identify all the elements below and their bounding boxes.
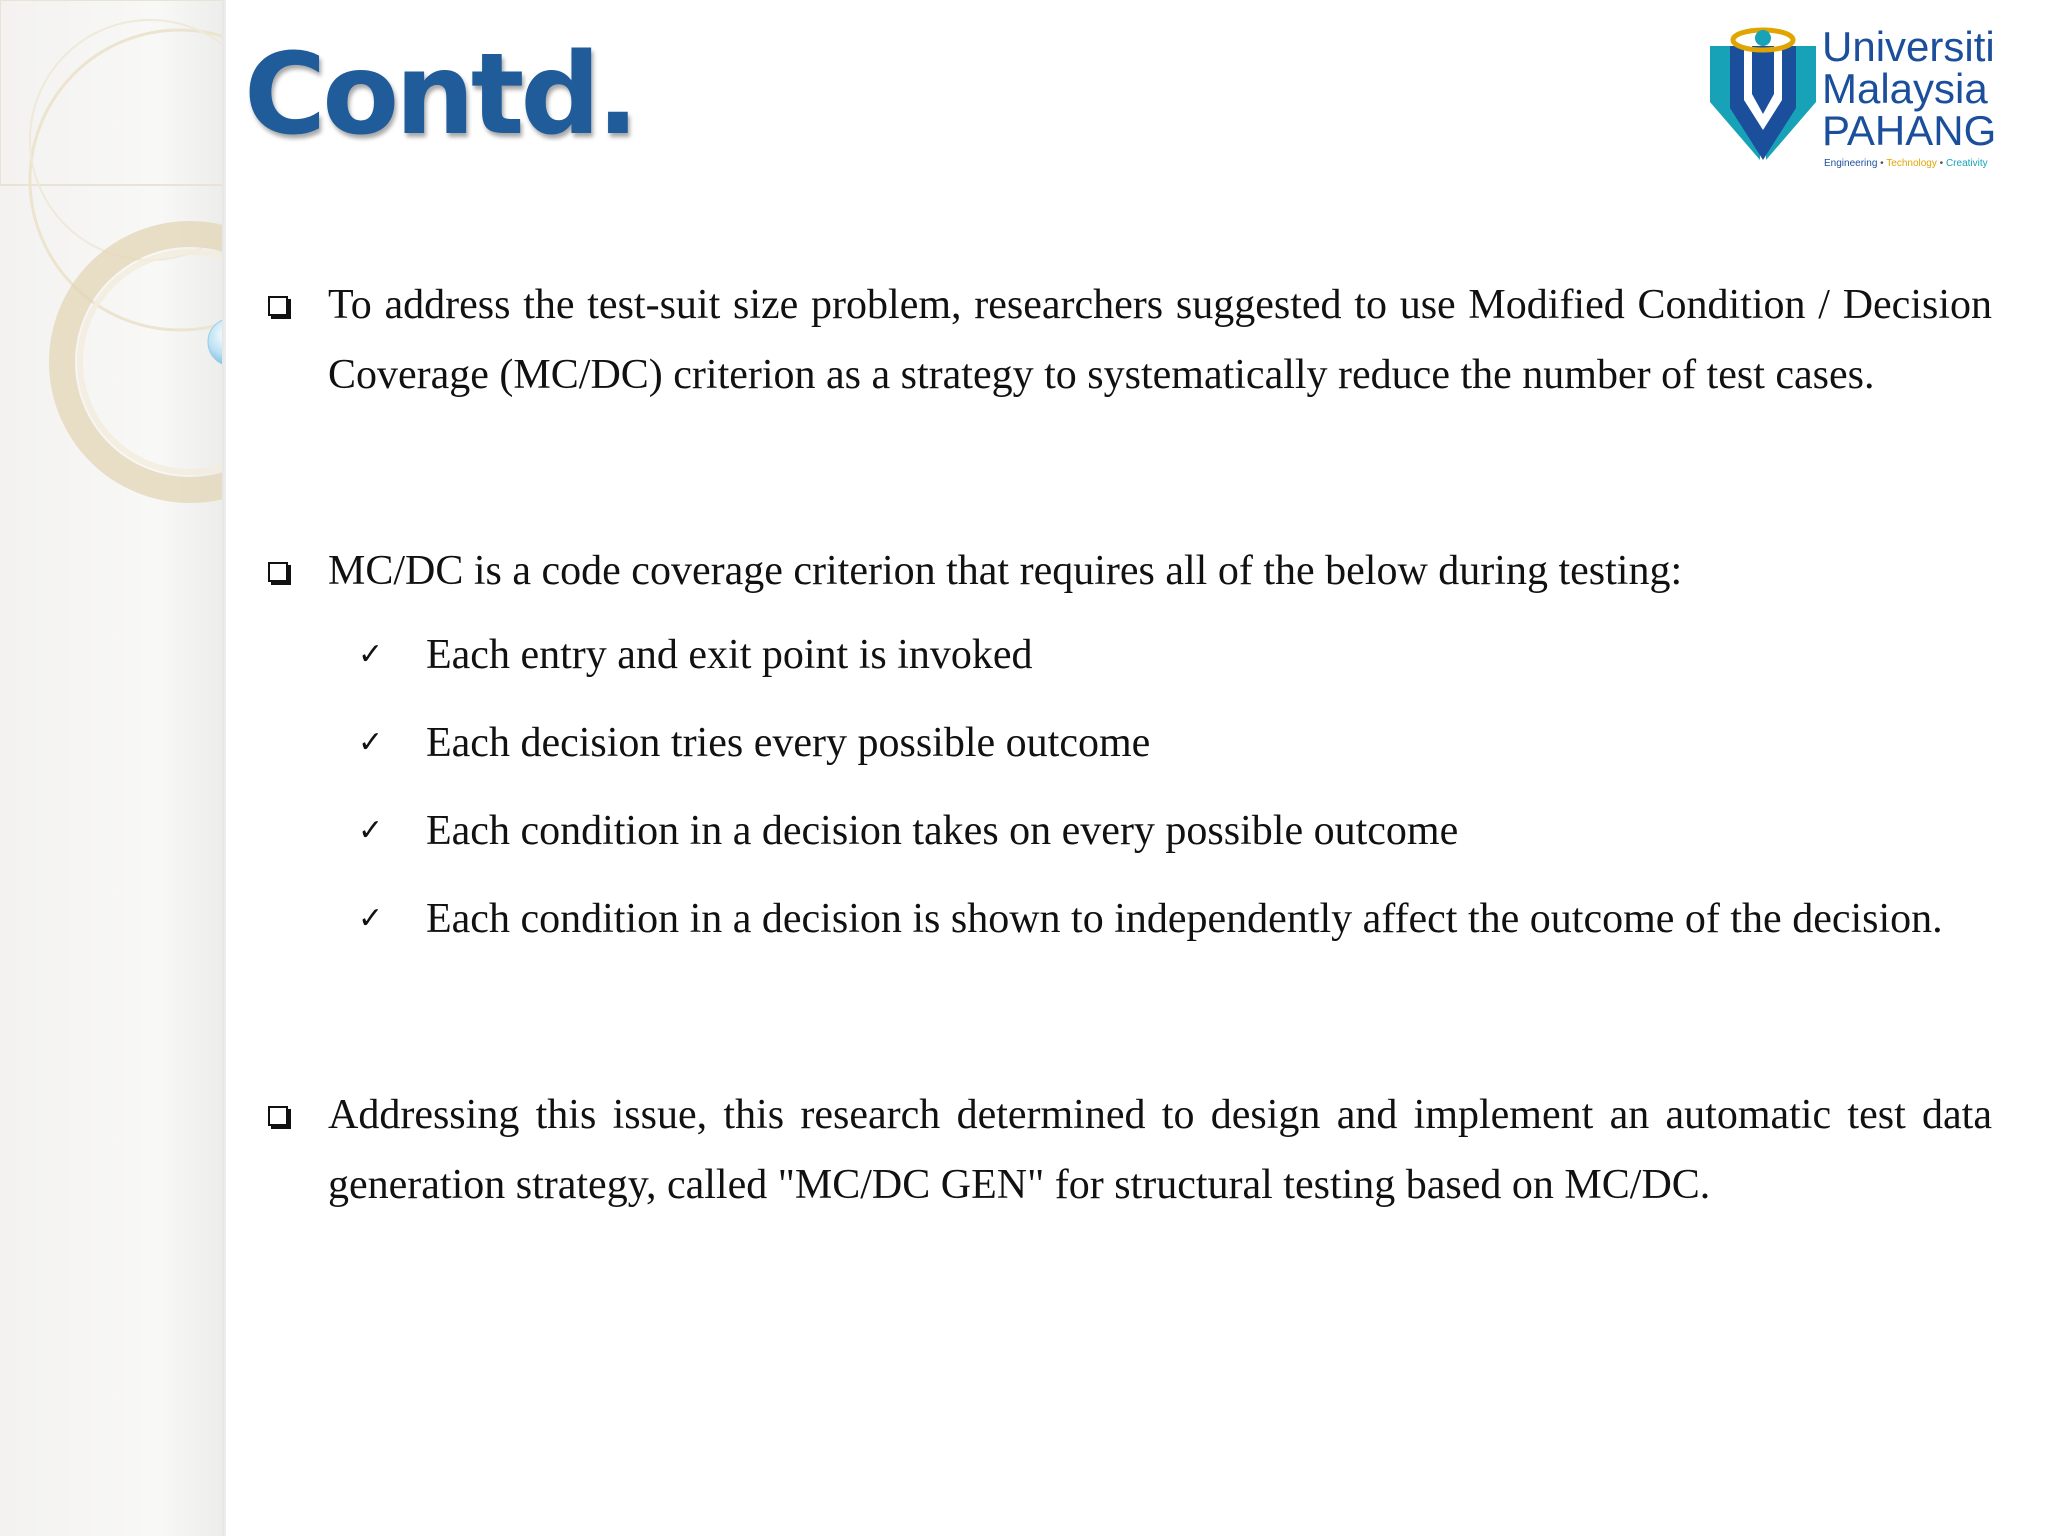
slide-title: Contd. xyxy=(244,30,636,160)
bullet-text: MC/DC is a code coverage criterion that requires all of the below during testing: xyxy=(328,548,1683,594)
university-crest-icon xyxy=(1708,18,1818,168)
square-bullet-icon xyxy=(268,562,288,582)
bullet-item xyxy=(262,536,1992,606)
bullet-item xyxy=(262,270,1992,410)
bullet-text: Addressing this issue, this research determined to design and implement an automatic test data generation strategy, called "MC/DC GEN" for structural testing based on MC/DC. xyxy=(328,1092,1992,1208)
university-logo xyxy=(1700,14,2020,174)
square-bullet-icon xyxy=(268,1106,288,1126)
square-bullet-icon xyxy=(268,296,288,316)
decorative-rings-icon xyxy=(0,0,226,520)
tagline-engineering: Engineering xyxy=(1824,158,1878,169)
check-mark-icon: ✓ xyxy=(358,901,384,936)
tagline-technology: Technology xyxy=(1886,158,1937,169)
check-text: Each decision tries every possible outcome xyxy=(426,720,1151,766)
check-text: Each entry and exit point is invoked xyxy=(426,632,1033,678)
check-text: Each condition in a decision is shown to independently affect the outcome of the decision. xyxy=(426,896,1943,942)
check-mark-icon: ✓ xyxy=(358,637,384,672)
bullet-text: To address the test-suit size problem, researchers suggested to use Modified Condition / Decision Coverage (MC/DC) criterion as a strategy to systematically reduce the number of test cases. xyxy=(328,282,1992,398)
check-text: Each condition in a decision takes on every possible outcome xyxy=(426,808,1459,854)
university-name xyxy=(1822,23,1997,154)
logo-line-1: Universiti xyxy=(1822,23,1995,70)
check-item xyxy=(262,708,1992,778)
bullet-item xyxy=(262,1080,1992,1220)
logo-tagline: Engineering • Technology • Creativity xyxy=(1824,158,1988,169)
logo-line-2: Malaysia xyxy=(1822,65,1988,112)
check-item xyxy=(262,884,1992,954)
check-item xyxy=(262,796,1992,866)
logo-line-3: PAHANG xyxy=(1822,107,1997,154)
check-mark-icon: ✓ xyxy=(358,813,384,848)
check-mark-icon: ✓ xyxy=(358,725,384,760)
slide-body xyxy=(262,270,1992,1220)
tagline-creativity: Creativity xyxy=(1945,158,1988,169)
check-item xyxy=(262,620,1992,690)
decorative-sidebar xyxy=(0,0,226,1536)
